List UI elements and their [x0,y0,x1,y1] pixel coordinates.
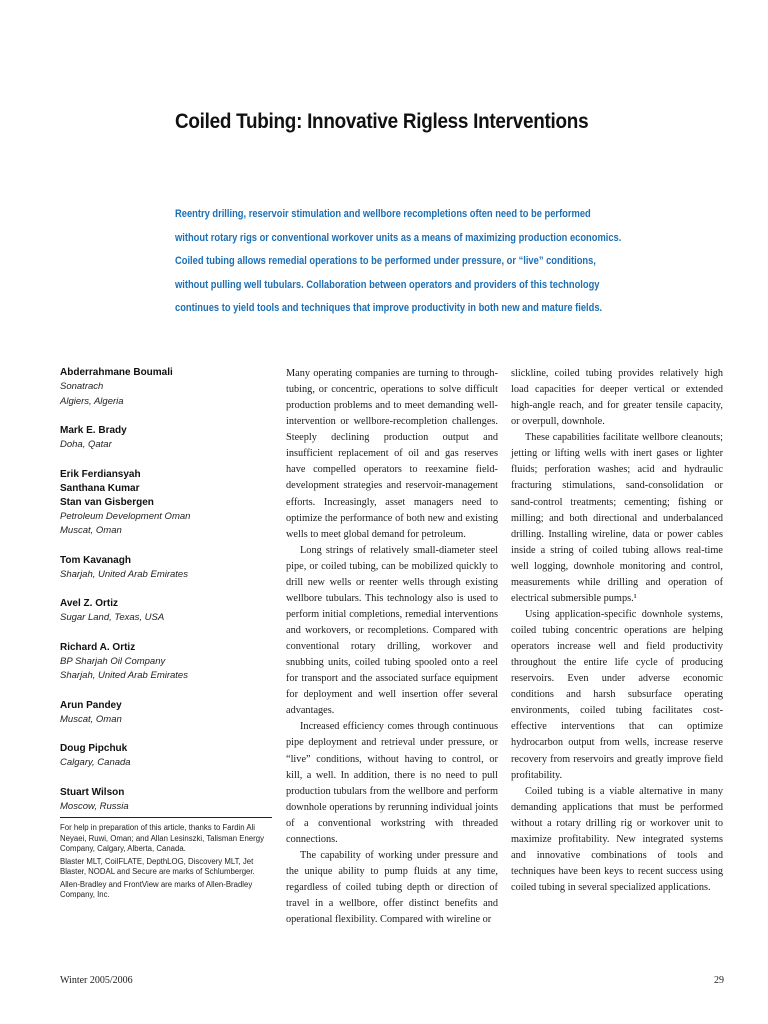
abstract-line: without pulling well tubulars. Collaboration between operators and providers of this technology [175,278,600,291]
body-paragraph: The capability of working under pressure and the unique ability to pump fluids at any time, regardless of coiled tubing depth or direction of travel in a wellbore, offer distinct benefits and operational flexibility. Compared with wireline or [286,849,498,926]
author-name: Erik Ferdiansyah [60,468,141,480]
author-location: Moscow, Russia [60,800,129,812]
author-name: Santhana Kumar [60,482,140,494]
footnote: For help in preparation of this article, thanks to Fardin Ali Neyaei, Ruwi, Oman; and Allan Lesinszki, Talisman Energy Company, Calgary, Alberta, Canada. [60,823,264,853]
author-entry [60,597,275,626]
author-name: Richard A. Ortiz [60,641,136,653]
author-location: Sharjah, United Arab Emirates [60,670,188,681]
body-paragraph: slickline, coiled tubing provides relatively high load capacities for deeper vertical or extended high-angle reach, and for greater tensile capacity, or overpull, downhole. [511,368,723,428]
footnote: Allen-Bradley and FrontView are marks of Allen-Bradley Company, Inc. [60,879,253,899]
author-name: Avel Z. Ortiz [60,598,118,609]
abstract-line: without rotary rigs or conventional workover units as a means of maximizing production economics. [175,231,622,244]
body-paragraph: Using application-specific downhole systems, coiled tubing concentric operations are helping operators increase well and field productivity throughout the entire life cycle of producing reservoirs. Even under adverse economic conditions and harsh subsurface operating environments, coiled tubing facilitates cost-effective interventions that can optimize hydrocarbon output from wells, increase reserve recovery from reservoirs and greatly improve field profitability. [511,608,723,781]
author-list [60,366,275,829]
author-entry [60,641,275,684]
author-name: Stuart Wilson [60,786,125,798]
author-location: Muscat, Oman [60,525,122,536]
author-location: Algiers, Algeria [60,395,124,407]
abstract-line: Reentry drilling, reservoir stimulation and wellbore recompletions often need to be performed [175,208,591,220]
footnotes [60,823,280,903]
page-number: 29 [714,975,724,986]
author-entry [60,468,275,539]
author-name: Tom Kavanagh [60,554,131,566]
author-name: Arun Pandey [60,699,122,711]
author-affiliation: Petroleum Development Oman [60,510,191,522]
author-name: Abderrahmane Boumali [60,367,173,378]
abstract [175,203,683,321]
author-location: Sharjah, United Arab Emirates [60,568,188,580]
author-entry [60,366,275,409]
body-paragraph: Increased efficiency comes through continuous pipe deployment and retrieval under pressure, or “live” conditions, without having to control, or kill, a well. In addition, there is no need to pull production tubulars from the wellbore and perform downhole operations by rerunning individual joints of a conventional workstring with threaded connections. [286,721,498,845]
author-location: Doha, Qatar [60,439,112,450]
author-entry [60,699,275,728]
author-entry [60,742,275,771]
author-location: Calgary, Canada [60,757,131,768]
body-paragraph: These capabilities facilitate wellbore cleanouts; jetting or lifting wells with inert gases or lighter fluids; perforation washes; acid and hydraulic fracturing stimulations, sand-consolidation or sand-control treatments; cementing; fishing or milling; and both directional and underbalanced drilling. Installing wireline, data or power cables inside a string of coiled tubing allows real-time well logging, downhole monitoring and control, measurements while drilling and operation of electrical submersible pumps.¹ [511,432,723,604]
author-entry [60,424,275,453]
author-location: Muscat, Oman [60,713,122,725]
body-column-2 [511,366,723,896]
author-entry [60,554,275,583]
abstract-line: continues to yield tools and techniques that improve productivity in both new and mature fields. [175,302,603,314]
issue-date: Winter 2005/2006 [60,975,133,986]
author-name: Mark E. Brady [60,425,127,436]
article-title: Coiled Tubing: Innovative Rigless Interventions [175,110,589,133]
body-paragraph: Coiled tubing is a viable alternative in many demanding applications that must be performed without a rotary drilling rig or workover unit to maximize profitability. New integrated systems and innovative combinations of tools and techniques have been keys to recent success using coiled tubing in several specialized applications. [511,785,723,893]
author-location: Sugar Land, Texas, USA [60,612,165,623]
abstract-line: Coiled tubing allows remedial operations to be performed under pressure, or “live” conditions, [175,255,596,267]
author-affiliation: Sonatrach [60,381,104,392]
body-column-1 [286,366,498,928]
footnote-divider [60,817,272,818]
author-name: Doug Pipchuk [60,743,128,754]
footnote: Blaster MLT, CoilFLATE, DepthLOG, Discovery MLT, Jet Blaster, NODAL and Secure are marks of Schlumberger. [60,856,255,876]
body-paragraph: Many operating companies are turning to through-tubing, or concentric, operations to solve difficult production problems and to meet demanding well-intervention or wellbore-recompletion challenges. Steeply declining production output and insufficient replacement of oil and gas reserves have compelled operators to reexamine field-development strategies and reservoir-management efforts. Increasingly, asset managers need to optimize the performance of both new and existing wells to meet global demand for petroleum. [286,368,498,540]
author-entry [60,786,275,815]
body-paragraph: Long strings of relatively small-diameter steel pipe, or coiled tubing, can be mobilized quickly to drill new wells or reenter wells through existing wellbore tubulars. This technology also is used to perform initial completions, remedial interventions and workovers, or recompletions. Compared with conventional rotary drilling, workover and snubbing units, coiled tubing spooled onto a reel for transport and the associated surface equipment for deployment and well insertion offer several advantages. [286,544,498,717]
author-name: Stan van Gisbergen [60,496,154,508]
author-affiliation: BP Sharjah Oil Company [60,655,166,667]
